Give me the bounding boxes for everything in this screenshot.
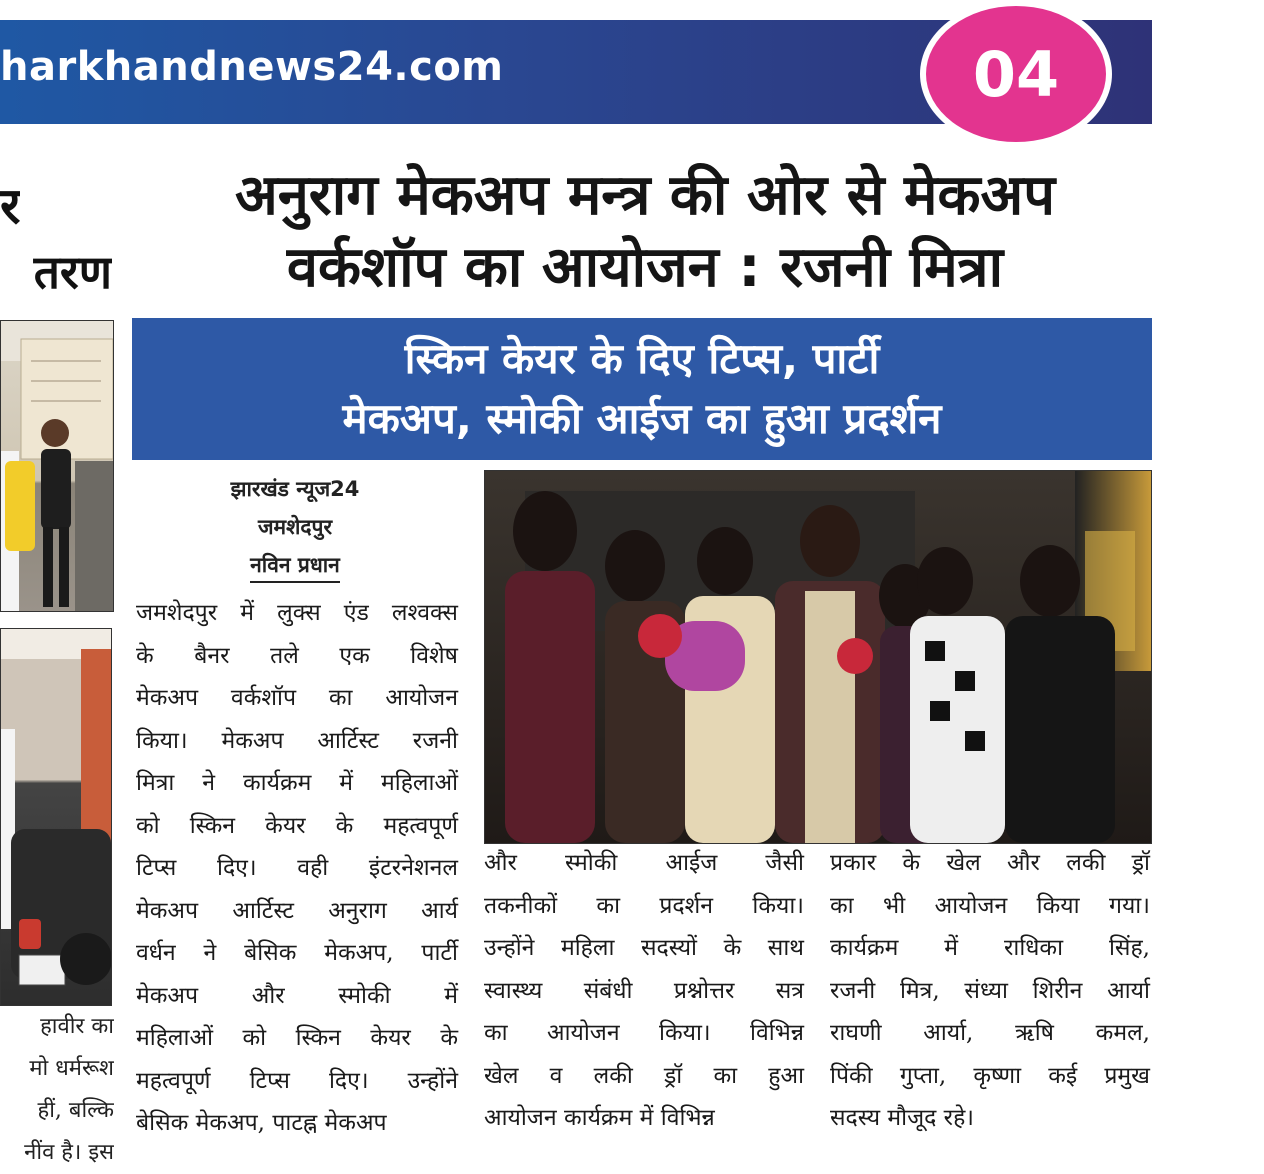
article-word: मित्रा (136, 770, 175, 796)
article-text-line (136, 847, 458, 890)
article-word: ऋषि (1015, 1020, 1054, 1046)
headline-line: अनुराग मेकअप मन्त्र की ओर से मेकअप (234, 163, 1056, 228)
article-text-line (830, 927, 1150, 970)
article-word: कृष्णा (973, 1062, 1022, 1089)
article-word: को (242, 1025, 267, 1051)
article-word: संध्या (964, 977, 1008, 1004)
article-word: किया (1036, 892, 1080, 919)
article-word: किया। (752, 892, 804, 919)
article-word: कई (1048, 1062, 1078, 1089)
article-text-line (136, 1017, 458, 1060)
article-word: स्किन (189, 812, 236, 839)
article-word: में (444, 982, 458, 1009)
article-word: पार्टी (421, 940, 458, 966)
article-word: महिलाओं (136, 1025, 213, 1051)
article-word: तकनीकों (484, 892, 558, 919)
article-text-line (484, 842, 804, 885)
byline-author: नविन प्रधान (250, 549, 340, 583)
article-word: आयोजन (385, 685, 458, 711)
article-word: खेल (946, 850, 981, 876)
article-column-3 (830, 842, 1150, 1140)
article-word: राधिका (1003, 935, 1064, 961)
article-word: स्मोकी (338, 982, 391, 1009)
article-word: आर्या (1107, 977, 1150, 1004)
article-text-line (136, 805, 458, 848)
article-word: कार्यक्रम (563, 1105, 640, 1131)
article-word: केयर (370, 1025, 411, 1051)
article-column-1 (136, 592, 458, 1145)
article-word: आईज (665, 850, 718, 876)
page-number-badge (920, 0, 1112, 148)
article-word: में (639, 1105, 661, 1131)
article-word: शिरीन (1032, 977, 1083, 1004)
article-word: लकी (1066, 850, 1106, 876)
article-word: महत्वपूर्ण (136, 1067, 211, 1094)
article-word: प्रश्नोत्तर (673, 977, 735, 1004)
headline-line: वर्कशॉप का आयोजन : रजनी मित्रा (286, 235, 1004, 300)
article-text-line (830, 1012, 1150, 1055)
article-word: के (136, 642, 154, 669)
article-word: वही (297, 855, 329, 881)
article-word: महिलाओं (380, 770, 458, 796)
article-word: मौजूद (887, 1105, 944, 1131)
byline-source: झारखंड न्यूज24 (230, 477, 360, 501)
article-word: मेकअप, (195, 1110, 273, 1136)
article-word: गया। (1109, 892, 1150, 919)
article-word: इंटरनेशनल (368, 855, 458, 881)
article-word: बैनर (194, 642, 230, 669)
article-word: आर्या, (923, 1020, 974, 1046)
article-text-line (136, 1060, 458, 1103)
article-text-line (484, 885, 804, 928)
article-word: संबंधी (583, 977, 633, 1004)
article-text-line (484, 1097, 804, 1140)
article-word: का (596, 892, 621, 919)
left-body-line: नींव है। इस (24, 1140, 114, 1165)
article-text-line (830, 842, 1150, 885)
article-column-2 (484, 842, 804, 1140)
article-text-line (830, 885, 1150, 928)
article-word: को (136, 812, 160, 839)
article-text-line (830, 970, 1150, 1013)
article-text-line (136, 932, 458, 975)
article-word: कार्यक्रम (830, 935, 899, 961)
article-word: वर्कशॉप (230, 685, 297, 711)
article-word: आयोजन (934, 892, 1008, 919)
article-word: गुप्ता, (899, 1062, 947, 1089)
article-word: मेकअप (136, 685, 199, 711)
article-text-line (830, 1097, 1150, 1140)
article-word: स्वास्थ्य (484, 977, 543, 1004)
article-word: ने (203, 940, 217, 966)
article-word: महिला (560, 935, 615, 961)
article-word: व (549, 1062, 563, 1089)
left-body-line: मो धर्मरूश (29, 1056, 114, 1081)
article-word: आयोजन (484, 1105, 564, 1131)
article-word: स्मोकी (565, 850, 618, 876)
article-text-line (136, 635, 458, 678)
article-word: के (335, 812, 354, 839)
article-text-line (136, 975, 458, 1018)
subheadline-line: स्किन केयर के दिए टिप्स, पार्टी (404, 334, 880, 383)
article-word: का (713, 1062, 738, 1089)
article-text-line (484, 1055, 804, 1098)
article-word: और (1007, 850, 1040, 876)
article-subheadline-box (132, 318, 1152, 460)
article-word: आर्य (421, 897, 458, 924)
article-word: आर्टिस्ट (232, 897, 294, 924)
left-article-headline-fragment-2: तरण (33, 245, 112, 299)
article-word: लकी (593, 1062, 633, 1089)
article-word: रजनी (412, 727, 458, 754)
article-word: साथ (767, 935, 804, 961)
article-word: विशेष (410, 642, 458, 669)
article-word: और (251, 982, 285, 1009)
left-article-headline-fragment-1: र (0, 177, 20, 235)
article-word: खेल (484, 1062, 519, 1089)
article-word: ड्रॉ (664, 1062, 683, 1089)
article-text-line (136, 890, 458, 933)
left-article-photo-top (0, 320, 114, 612)
article-word: प्रदर्शन (659, 892, 714, 919)
article-word: विभिन्न (749, 1020, 804, 1046)
article-word: मित्र, (899, 977, 940, 1004)
article-word: किया। (658, 1020, 711, 1046)
byline-city: जमशेदपुर (257, 515, 333, 539)
article-text-line (136, 720, 458, 763)
article-word: रहे। (943, 1105, 975, 1131)
article-word: बेसिक (244, 940, 297, 966)
article-word: मेकअप, (324, 940, 394, 966)
article-word: में (944, 935, 959, 961)
article-word: सदस्यों (641, 935, 698, 961)
article-word: का (328, 685, 353, 711)
article-word: में (240, 600, 255, 626)
article-text-line (136, 592, 458, 635)
article-word: प्रमुख (1104, 1062, 1150, 1089)
article-word: सत्र (775, 977, 804, 1004)
subheadline-line: मेकअप, स्मोकी आईज का हुआ प्रदर्शन (342, 394, 942, 443)
article-word: आयोजन (546, 1020, 620, 1046)
left-body-line: हीं, बल्कि (37, 1098, 114, 1123)
article-text-line (484, 1012, 804, 1055)
article-word: मेकअप (324, 1110, 387, 1136)
article-word: राघणी (830, 1020, 882, 1046)
article-main-photo (484, 470, 1152, 844)
article-headline (140, 160, 1150, 304)
article-word: उन्होंने (407, 1067, 458, 1094)
article-word: पाटह्न (272, 1110, 325, 1136)
article-word: जैसी (765, 850, 804, 876)
article-word: केयर (265, 812, 306, 839)
article-word: मेकअप (136, 897, 199, 924)
article-word: के (440, 1025, 458, 1051)
article-text-line (136, 1102, 458, 1145)
article-word: ड्रॉ (1131, 850, 1150, 876)
article-word: जमशेदपुर (136, 600, 218, 626)
article-word: उन्होंने (484, 935, 535, 961)
left-article-body-fragment (0, 1006, 114, 1174)
article-word: रजनी (830, 977, 876, 1004)
article-word: आर्टिस्ट (317, 727, 379, 754)
left-body-line: हावीर का (40, 1014, 114, 1039)
page-number: 04 (926, 6, 1106, 142)
article-word: लश्वक्स (391, 600, 458, 626)
article-word: कमल, (1095, 1020, 1150, 1046)
article-word: दिए। (328, 1067, 369, 1094)
article-word: अनुराग (328, 897, 387, 924)
article-word: मेकअप (136, 982, 199, 1009)
article-word: कार्यक्रम (242, 770, 312, 796)
article-word: विभिन्न (660, 1105, 715, 1131)
article-word: महत्वपूर्ण (383, 812, 458, 839)
article-text-line (830, 1055, 1150, 1098)
article-word: बेसिक (136, 1110, 196, 1136)
article-word: एक (339, 642, 370, 669)
article-word: स्किन (295, 1025, 341, 1051)
article-word: के (902, 850, 921, 876)
article-text-line (136, 762, 458, 805)
article-word: लुक्स (277, 600, 321, 626)
article-word: में (339, 770, 354, 796)
article-word: टिप्स (136, 855, 177, 881)
article-word: हुआ (768, 1062, 804, 1089)
article-word: मेकअप (221, 727, 284, 754)
article-text-line (484, 927, 804, 970)
article-word: और (484, 850, 517, 876)
article-word: सिंह, (1108, 935, 1150, 961)
article-word: वर्धन (136, 940, 176, 966)
article-word: एंड (343, 600, 369, 626)
article-word: पिंकी (830, 1062, 873, 1089)
article-word: ने (202, 770, 216, 796)
article-word: के (723, 935, 742, 961)
article-word: टिप्स (249, 1067, 290, 1094)
left-article-photo-bottom (0, 628, 112, 1006)
article-word: का (484, 1020, 508, 1046)
article-word: सदस्य (830, 1105, 888, 1131)
article-word: का (830, 892, 854, 919)
site-url: harkhandnews24.com (0, 44, 504, 90)
article-text-line (484, 970, 804, 1013)
article-byline (190, 470, 400, 584)
article-word: प्रकार (830, 850, 877, 876)
article-word: भी (883, 892, 906, 919)
article-word: किया। (136, 727, 188, 754)
article-text-line (136, 677, 458, 720)
article-word: दिए। (217, 855, 257, 881)
article-word: तले (270, 642, 299, 669)
